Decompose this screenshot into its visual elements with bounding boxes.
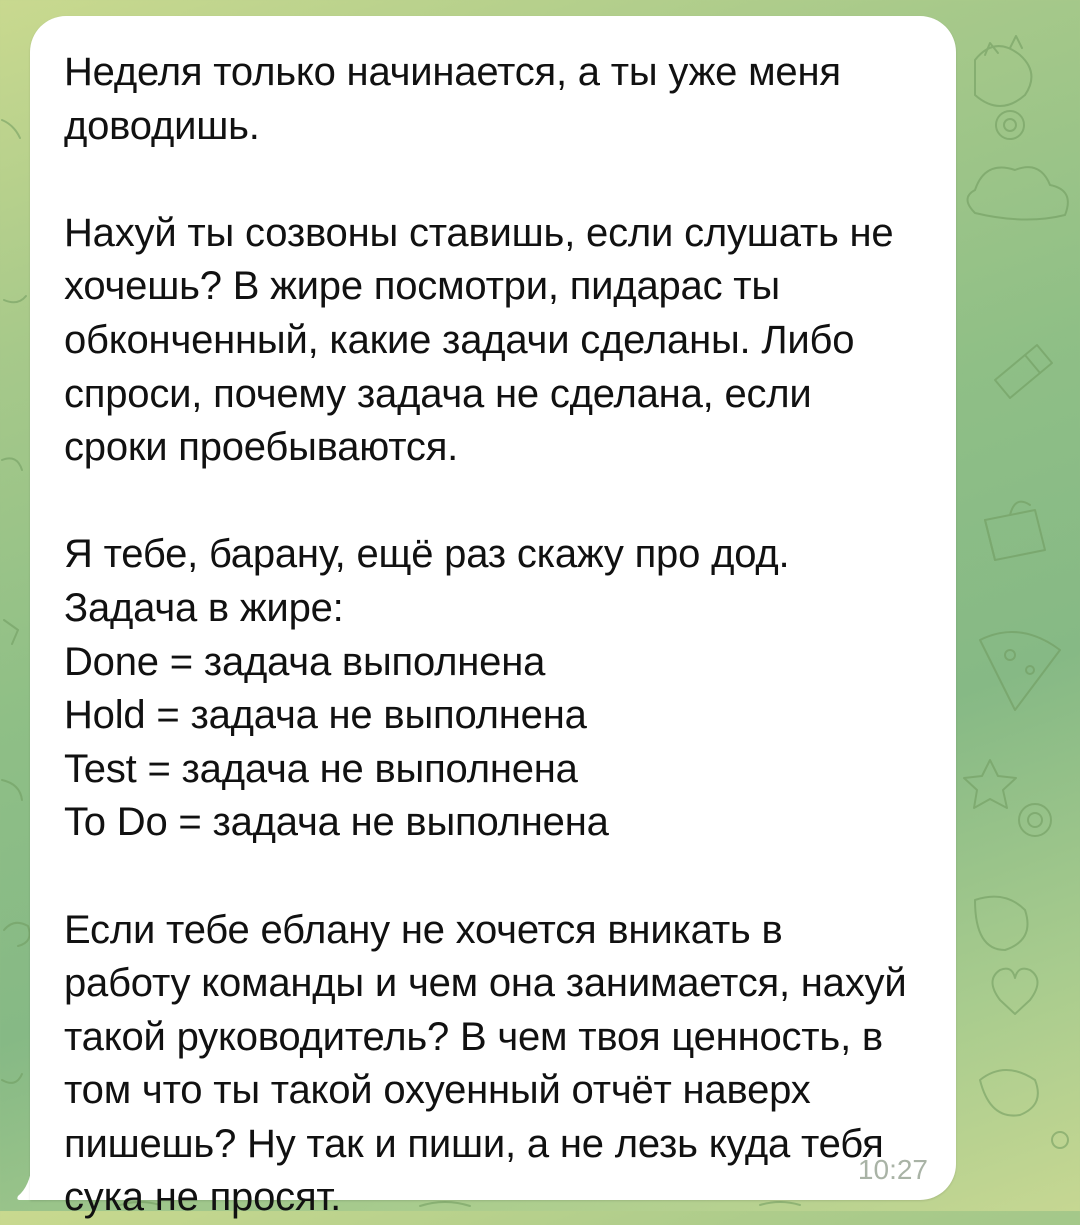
message-time: 10:27	[857, 1154, 928, 1185]
message-bubble[interactable]	[30, 16, 956, 1220]
message-text: Неделя только начинается, а ты уже меня доводишь. Нахуй ты созвоны ставишь, если слушать не хочешь? В жире посмотри, пидарас ты обконченный, какие задачи сделаны. Либо спроси, почему задача не сделана, если сроки проебываются. Я тебе, барану, ещё раз скажу про дод. Задача в жире: Done = задача выполнена Hold = задача не выполнена Test = задача не выполнена To Do = задача не выполнена Если тебе еблану не хочется вникать в работу команды и чем она занимается, нахуй такой руководитель? В чем твоя ценность, в том что ты такой охуенный отчёт наверх пишешь? Ну так и пиши, а не лезь куда тебя сука не просят.	[64, 50, 907, 1220]
